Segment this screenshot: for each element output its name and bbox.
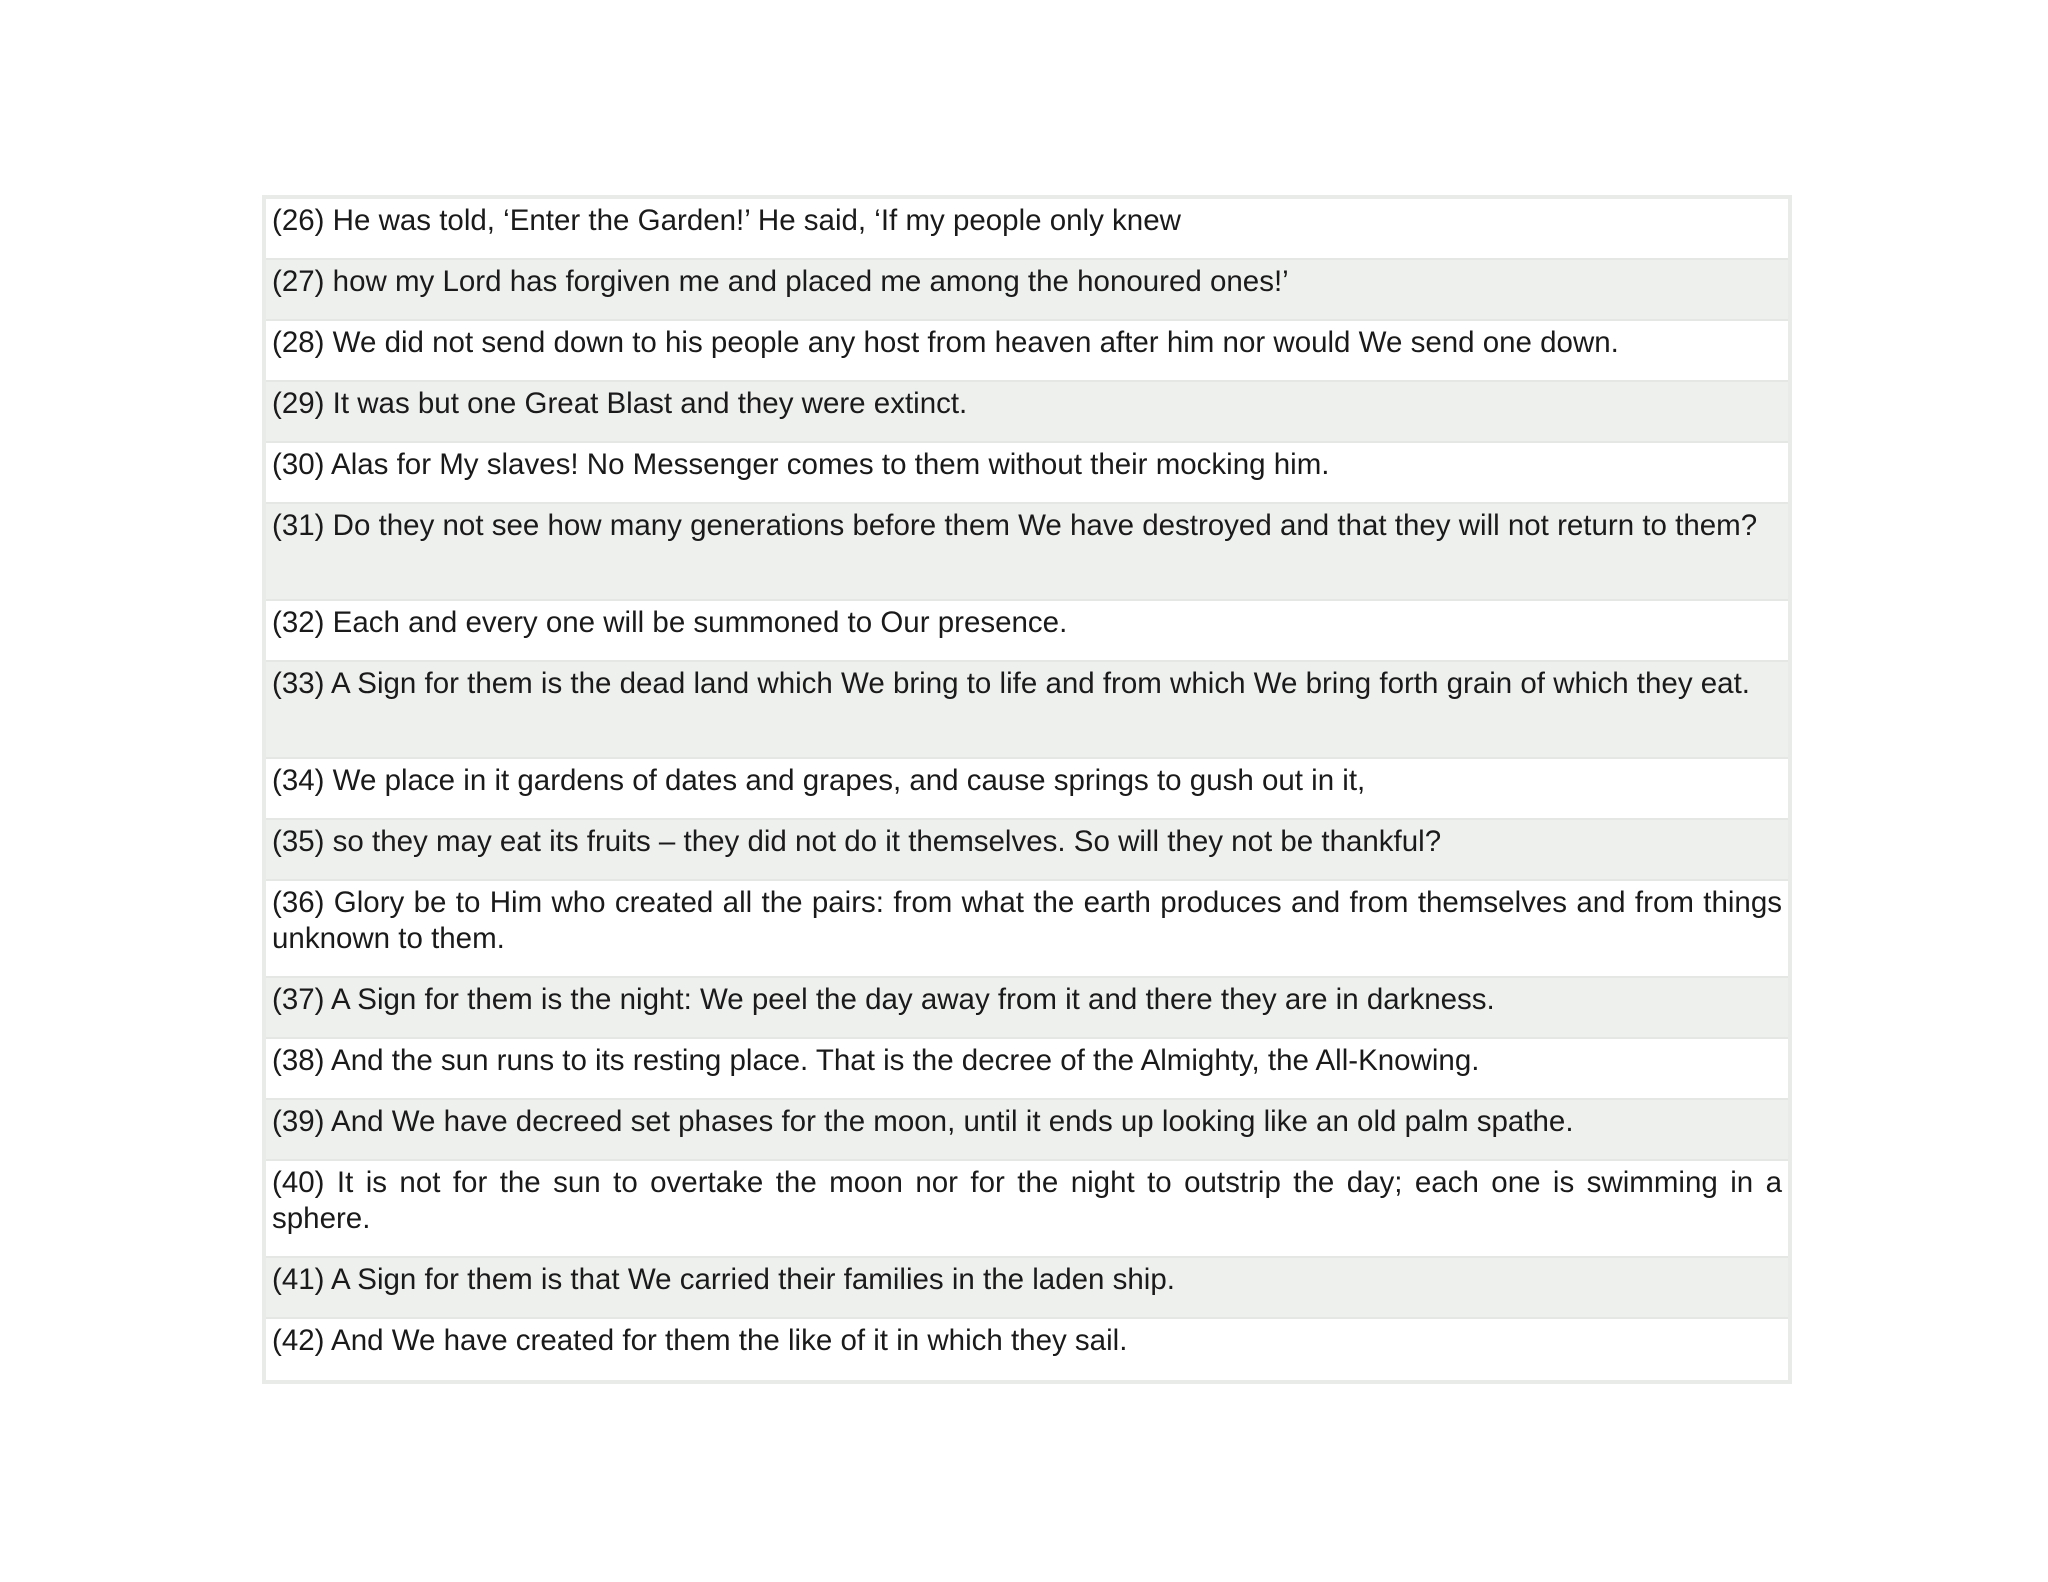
verse-row-31: (31) Do they not see how many generations before them We have destroyed and that they will not return to them?	[266, 504, 1788, 601]
verse-row-30: (30) Alas for My slaves! No Messenger comes to them without their mocking him.	[266, 443, 1788, 504]
verse-row-41: (41) A Sign for them is that We carried their families in the laden ship.	[266, 1258, 1788, 1319]
verse-table	[262, 195, 1792, 1384]
verse-row-27: (27) how my Lord has forgiven me and placed me among the honoured ones!’	[266, 260, 1788, 321]
verse-row-40: (40) It is not for the sun to overtake the moon nor for the night to outstrip the day; each one is swimming in a sphere.	[266, 1161, 1788, 1258]
verse-row-32: (32) Each and every one will be summoned to Our presence.	[266, 601, 1788, 662]
verse-row-33: (33) A Sign for them is the dead land which We bring to life and from which We bring forth grain of which they eat.	[266, 662, 1788, 759]
verse-row-26: (26) He was told, ‘Enter the Garden!’ He said, ‘If my people only knew	[266, 199, 1788, 260]
verse-row-28: (28) We did not send down to his people any host from heaven after him nor would We send one down.	[266, 321, 1788, 382]
verse-row-37: (37) A Sign for them is the night: We peel the day away from it and there they are in darkness.	[266, 978, 1788, 1039]
verse-row-35: (35) so they may eat its fruits – they did not do it themselves. So will they not be thankful?	[266, 820, 1788, 881]
verse-row-42: (42) And We have created for them the like of it in which they sail.	[266, 1319, 1788, 1380]
verse-row-39: (39) And We have decreed set phases for the moon, until it ends up looking like an old palm spathe.	[266, 1100, 1788, 1161]
verse-row-36: (36) Glory be to Him who created all the pairs: from what the earth produces and from themselves and from things unknown to them.	[266, 881, 1788, 978]
verse-row-34: (34) We place in it gardens of dates and grapes, and cause springs to gush out in it,	[266, 759, 1788, 820]
verse-row-29: (29) It was but one Great Blast and they were extinct.	[266, 382, 1788, 443]
verse-row-38: (38) And the sun runs to its resting place. That is the decree of the Almighty, the All-Knowing.	[266, 1039, 1788, 1100]
